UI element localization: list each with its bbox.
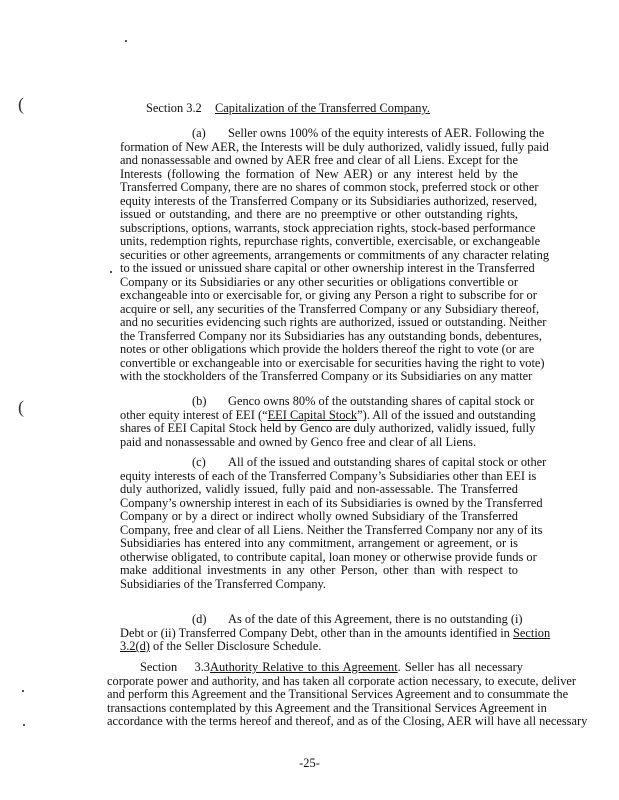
underlined-term: Section	[512, 625, 551, 640]
text-line	[120, 180, 539, 195]
text-line	[228, 127, 544, 141]
text-line	[107, 673, 577, 689]
text-line	[107, 661, 523, 675]
text-run: and perform this Agreement and the Transitional Services Agreement and to consummate the	[107, 687, 569, 701]
text-line	[120, 510, 518, 524]
text-line	[120, 154, 518, 168]
text-line	[120, 342, 535, 357]
section-heading	[146, 101, 430, 116]
text-line	[120, 288, 537, 303]
text-line	[120, 625, 551, 641]
text-run: formation of New AER, the Interests will be duly authorized, validly issued, fully paid	[120, 139, 549, 154]
page-number: -25-	[299, 756, 320, 770]
text-line	[107, 700, 547, 716]
underlined-term: 3.2(d)	[120, 639, 150, 653]
paragraph-label: (c)	[192, 455, 206, 469]
text-run: and nonassessable and owned by AER free and clear of all Liens. Except for the	[120, 153, 518, 167]
text-run: the Transferred Company nor its Subsidiaries has any outstanding bonds, debentures,	[120, 328, 542, 343]
underlined-term: EEI Capital Stock	[267, 407, 358, 422]
text-line	[120, 139, 549, 155]
text-run: Company or its Subsidiaries or any other securities or obligations convertible or	[120, 274, 518, 289]
scan-speck	[125, 40, 127, 42]
text-line	[120, 455, 547, 470]
text-run: Company’s ownership interest in each of its Subsidiaries is owned by the Transferred	[120, 495, 543, 510]
text-line	[120, 436, 518, 450]
text-run: Company or by a direct or indirect wholly owned Subsidiary of the Transferred	[120, 509, 518, 523]
paragraph-b	[120, 394, 536, 449]
text-line	[120, 369, 533, 384]
text-line	[120, 247, 550, 263]
text-run: Subsidiaries of the Transferred Company.	[120, 576, 327, 591]
paragraph-a	[120, 126, 550, 384]
text-run: make additional investments in any other Person, other than with respect to	[120, 563, 518, 577]
text-line	[107, 687, 569, 702]
margin-bracket-mark: (	[18, 397, 24, 417]
text-run: All of the issued and outstanding shares of capital stock or other	[228, 455, 547, 469]
scan-speck	[23, 724, 25, 726]
text-run: As of the date of this Agreement, there is no outstanding (i)	[228, 612, 523, 626]
text-run: with the stockholders of the Transferred Company or its Subsidiaries on any matter	[120, 369, 533, 383]
section-number: Section 3.2	[146, 101, 202, 115]
underlined-term: Authority Relative to this Agreement	[210, 660, 398, 674]
text-line	[228, 613, 523, 627]
text-line	[120, 276, 518, 290]
scan-speck	[110, 271, 112, 273]
text-run: Debt or (ii) Transferred Company Debt, other than in the amounts identified in	[120, 625, 513, 640]
text-line	[120, 126, 545, 141]
text-run: paid and nonassessable and owned by Genco free and clear of all Liens.	[120, 434, 477, 449]
paragraph-c	[120, 455, 547, 591]
text-line	[107, 714, 588, 729]
text-run: transactions contemplated by this Agreement and the Transitional Services Agreement in	[107, 700, 547, 715]
text-run: acquire or sell, any securities of the Transferred Company or any Subsidiary thereof,	[120, 301, 540, 316]
text-run: Company, free and clear of all Liens. Neither the Transferred Company nor any of its	[120, 522, 543, 537]
text-line	[120, 355, 545, 371]
text-line	[120, 564, 518, 578]
text-line	[120, 537, 518, 551]
text-run: and no securities evidencing such rights are authorized, issued or outstanding. Neither	[120, 315, 547, 329]
text-run: Transferred Company, there are no shares of common stock, preferred stock or other	[120, 180, 539, 194]
text-line	[120, 522, 543, 538]
text-line	[120, 394, 535, 409]
paragraph-d	[120, 612, 551, 654]
text-line	[120, 612, 523, 627]
text-run: other equity interest of EEI (“	[120, 407, 268, 422]
text-line	[120, 261, 535, 276]
text-line	[120, 549, 537, 565]
text-run: of the Seller Disclosure Schedule.	[149, 639, 322, 653]
text-line	[120, 328, 542, 344]
text-line	[120, 421, 536, 436]
scan-speck	[22, 690, 24, 692]
text-run: . Seller has all necessary	[397, 660, 523, 674]
text-line	[120, 407, 536, 423]
paragraph-label: (d)	[192, 612, 207, 626]
text-line	[228, 395, 534, 409]
text-line	[120, 193, 538, 209]
text-line	[120, 468, 537, 484]
paragraph-label: Section 3.3	[140, 660, 210, 674]
text-run: convertible or exchangeable into or exercisable for securities having the right to vote)	[120, 355, 545, 370]
section-title: Capitalization of the Transferred Company.	[215, 101, 430, 115]
text-line	[228, 456, 546, 470]
text-run: equity interests of each of the Transferred Company’s Subsidiaries other than EEI is	[120, 468, 537, 483]
text-run: exchangeable into or exercisable for, or giving any Person a right to subscribe for or	[120, 288, 537, 302]
text-line	[120, 220, 536, 236]
text-run: subscriptions, options, warrants, stock appreciation rights, stock-based performance	[120, 220, 536, 235]
text-run: Subsidiaries has entered into any commitment, arrangement or agreement, or is	[120, 536, 518, 550]
text-run: Interests (following the formation of New AER) or any interest held by the	[120, 166, 518, 181]
text-run: equity interests of the Transferred Company or its Subsidiaries authorized, reserved,	[120, 193, 538, 208]
text-run: Seller owns 100% of the equity interests of AER. Following the	[228, 126, 545, 140]
text-run: securities or other agreements, arrangements or commitments of any character relating	[120, 247, 550, 262]
text-line	[210, 661, 523, 675]
text-line	[120, 640, 518, 654]
text-line	[120, 208, 518, 222]
text-run: notes or other obligations which provide the holders thereof the right to vote (or are	[120, 342, 535, 356]
section-3-3-paragraph	[107, 660, 588, 729]
text-run: ”). All of the issued and outstanding	[357, 407, 536, 422]
text-run: to the issued or unissued share capital or other ownership interest in the Transferred	[120, 261, 535, 275]
text-line	[120, 483, 518, 497]
text-run: otherwise obligated, to contribute capital, loan money or otherwise provide funds or	[120, 549, 537, 564]
text-run: Genco owns 80% of the outstanding shares of capital stock or	[228, 394, 535, 408]
text-run: units, redemption rights, repurchase rights, convertible, exercisable, or exchangeable	[120, 234, 541, 248]
text-run: issued or outstanding, and there are no preemptive or other outstanding rights,	[120, 207, 518, 221]
paragraph-label: (b)	[192, 394, 207, 408]
text-run: shares of EEI Capital Stock held by Genco are duly authorized, validly issued, fully	[120, 421, 536, 435]
text-run: accordance with the terms hereof and thereof, and as of the Closing, AER will have all necessary	[107, 714, 588, 728]
text-line	[120, 301, 540, 317]
text-line	[120, 234, 541, 249]
text-line	[120, 578, 518, 592]
text-line	[120, 315, 547, 330]
text-line	[120, 495, 543, 511]
margin-bracket-mark: (	[18, 94, 24, 114]
text-line	[120, 168, 518, 182]
text-run: duly authorized, validly issued, fully paid and non-assessable. The Transferred	[120, 482, 518, 496]
text-run: corporate power and authority, and has taken all corporate action necessary, to execute, deliver	[107, 673, 577, 688]
paragraph-label: (a)	[192, 126, 206, 140]
